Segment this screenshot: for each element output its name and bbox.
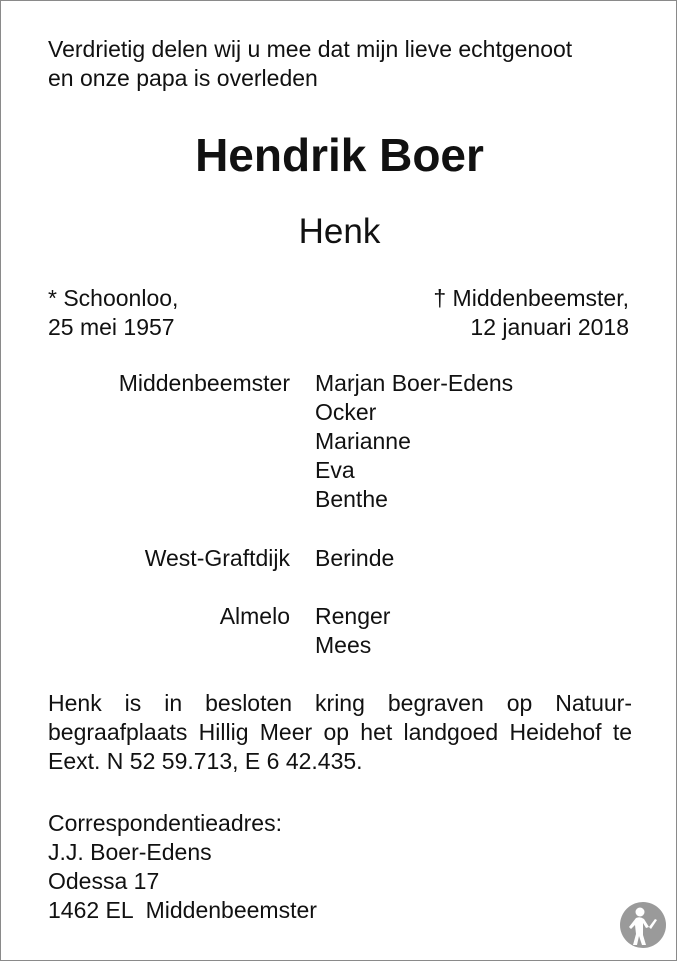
correspondence-street: Odessa 17 — [48, 868, 160, 894]
death-info — [433, 284, 629, 342]
family-member: Benthe — [315, 486, 388, 512]
family-member: Berinde — [315, 545, 395, 571]
family-member: Marjan Boer-Edens — [315, 370, 514, 396]
family-member: Renger — [315, 603, 391, 629]
birth-info — [48, 284, 178, 342]
burial-text: Henk is in besloten kring begraven op Natuurbegraafplaats Hillig Meer op het landgoed Heidehof te Eext. N 52 59.713, E 6 42.435. — [48, 690, 632, 774]
family-member: Ocker — [315, 399, 377, 425]
birth-place: * Schoonloo, — [48, 285, 179, 311]
family-place: Middenbeemster — [118, 370, 290, 396]
family-place: West-Graftdijk — [144, 545, 290, 571]
correspondence-address — [48, 809, 317, 925]
family-member: Eva — [315, 457, 355, 483]
family-names — [315, 369, 513, 514]
birth-date: 25 mei 1957 — [48, 314, 175, 340]
family-names — [315, 602, 390, 660]
family-place: Almelo — [219, 603, 290, 629]
death-date: 12 januari 2018 — [470, 314, 629, 340]
memorial-figure-icon — [619, 901, 667, 949]
death-place: † Middenbeemster, — [433, 285, 629, 311]
correspondence-heading: Correspondentieadres: — [48, 810, 282, 836]
family-member: Mees — [315, 632, 372, 658]
intro-text — [48, 35, 648, 93]
deceased-nickname: Henk — [298, 212, 381, 251]
family-names — [315, 544, 394, 573]
intro-line-1: Verdrietig delen wij u mee dat mijn lieve echtgenoot — [48, 36, 573, 62]
deceased-name: Hendrik Boer — [195, 129, 484, 181]
correspondence-city: 1462 EL Middenbeemster — [48, 897, 317, 923]
correspondence-name: J.J. Boer-Edens — [48, 839, 212, 865]
family-member: Marianne — [315, 428, 411, 454]
intro-line-2: en onze papa is overleden — [48, 65, 318, 91]
